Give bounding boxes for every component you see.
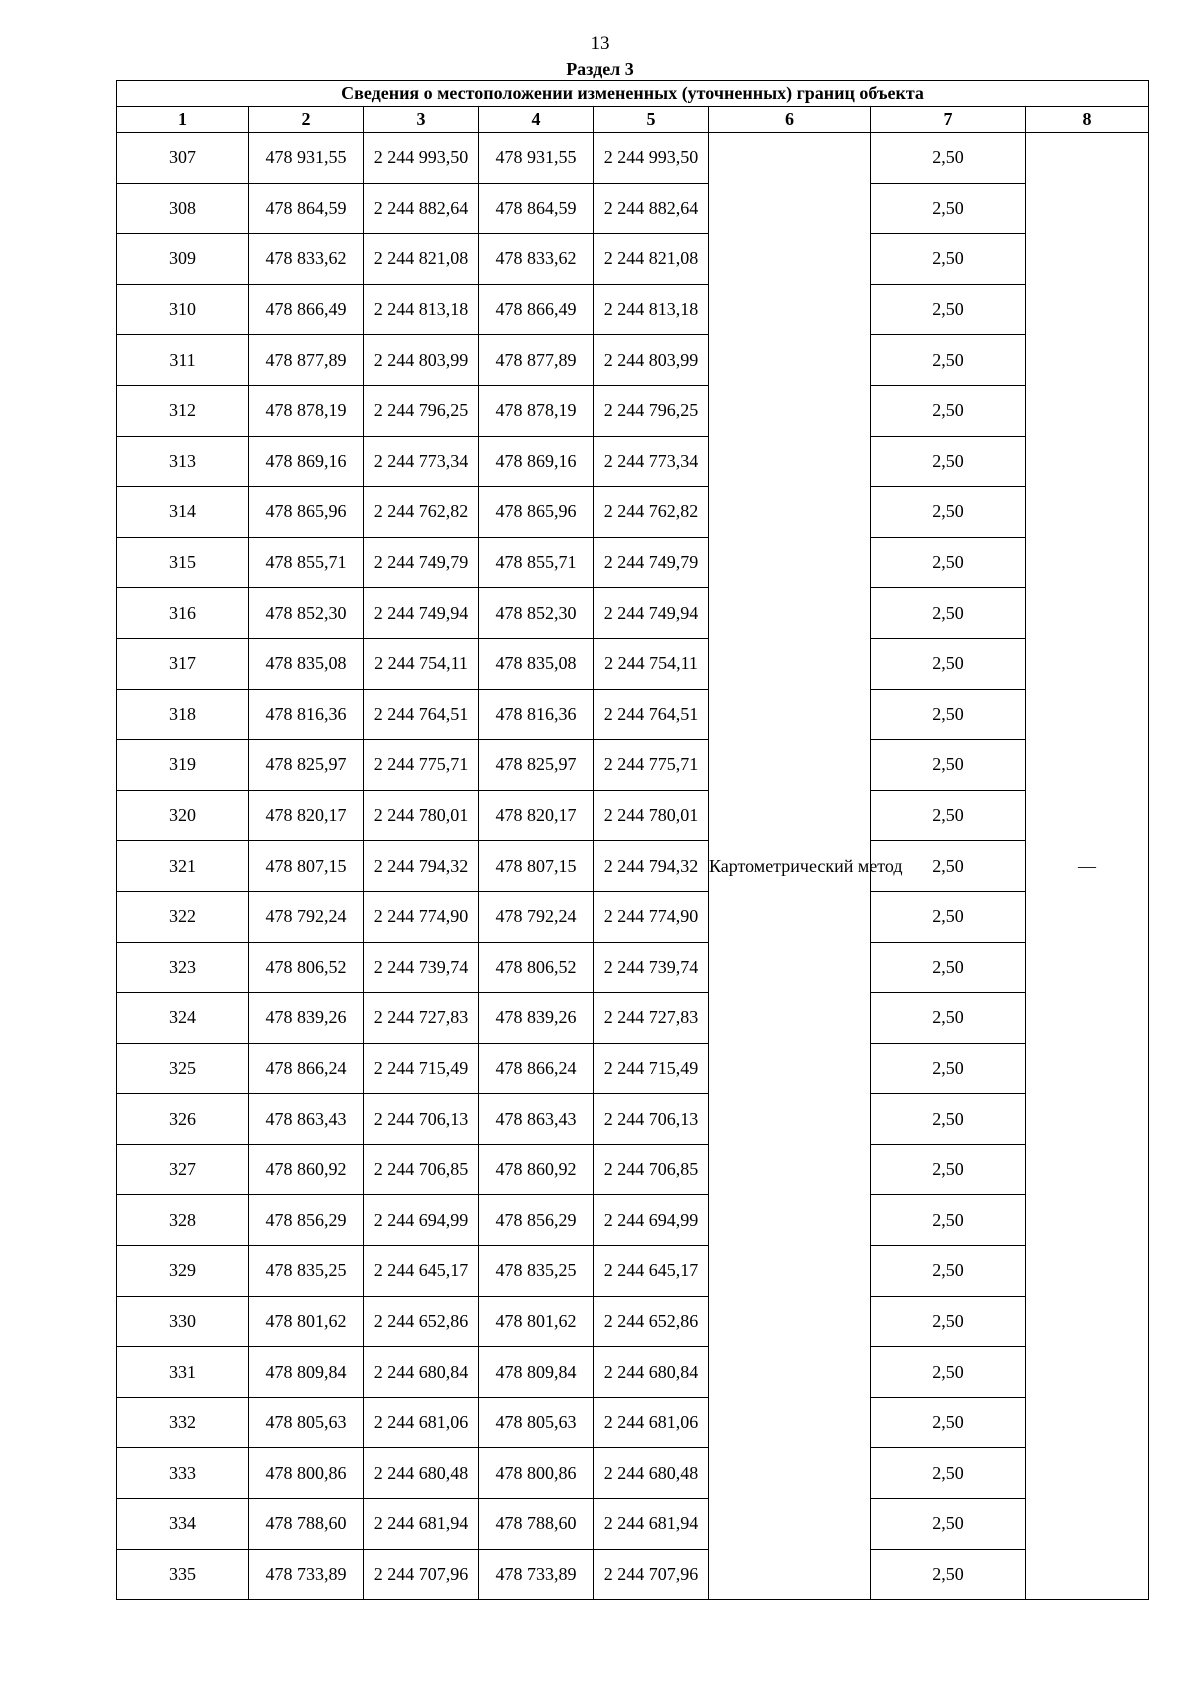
cell-x1: 478 878,19 bbox=[249, 385, 364, 436]
cell-x2: 478 866,24 bbox=[479, 1043, 594, 1094]
cell-x2: 478 733,89 bbox=[479, 1549, 594, 1600]
table-row bbox=[117, 1144, 1149, 1195]
column-number: 2 bbox=[249, 107, 364, 133]
table-caption: Сведения о местоположении измененных (уточненных) границ объекта bbox=[117, 81, 1149, 107]
cell-y2: 2 244 993,50 bbox=[594, 133, 709, 184]
cell-accuracy: 2,50 bbox=[871, 942, 1026, 993]
cell-y1: 2 244 652,86 bbox=[364, 1296, 479, 1347]
cell-accuracy: 2,50 bbox=[871, 133, 1026, 184]
cell-n: 320 bbox=[117, 790, 249, 841]
table-row bbox=[117, 385, 1149, 436]
cell-accuracy: 2,50 bbox=[871, 385, 1026, 436]
table-row bbox=[117, 1448, 1149, 1499]
cell-accuracy: 2,50 bbox=[871, 436, 1026, 487]
cell-accuracy: 2,50 bbox=[871, 841, 1026, 892]
cell-y1: 2 244 794,32 bbox=[364, 841, 479, 892]
table-row bbox=[117, 740, 1149, 791]
cell-y2: 2 244 749,79 bbox=[594, 537, 709, 588]
cell-x1: 478 877,89 bbox=[249, 335, 364, 386]
cell-y2: 2 244 780,01 bbox=[594, 790, 709, 841]
cell-y1: 2 244 813,18 bbox=[364, 284, 479, 335]
cell-y2: 2 244 803,99 bbox=[594, 335, 709, 386]
cell-x2: 478 869,16 bbox=[479, 436, 594, 487]
cell-y1: 2 244 727,83 bbox=[364, 993, 479, 1044]
cell-x2: 478 809,84 bbox=[479, 1347, 594, 1398]
table-row bbox=[117, 133, 1149, 184]
cell-accuracy: 2,50 bbox=[871, 790, 1026, 841]
cell-n: 335 bbox=[117, 1549, 249, 1600]
cell-n: 327 bbox=[117, 1144, 249, 1195]
cell-n: 311 bbox=[117, 335, 249, 386]
cell-y1: 2 244 774,90 bbox=[364, 891, 479, 942]
cell-accuracy: 2,50 bbox=[871, 1499, 1026, 1550]
cell-x1: 478 805,63 bbox=[249, 1397, 364, 1448]
cell-y1: 2 244 681,06 bbox=[364, 1397, 479, 1448]
table-row bbox=[117, 1549, 1149, 1600]
cell-accuracy: 2,50 bbox=[871, 234, 1026, 285]
cell-x2: 478 820,17 bbox=[479, 790, 594, 841]
table-row bbox=[117, 183, 1149, 234]
cell-y2: 2 244 774,90 bbox=[594, 891, 709, 942]
cell-x2: 478 864,59 bbox=[479, 183, 594, 234]
cell-y1: 2 244 749,94 bbox=[364, 588, 479, 639]
column-number: 1 bbox=[117, 107, 249, 133]
cell-accuracy: 2,50 bbox=[871, 1296, 1026, 1347]
cell-x2: 478 856,29 bbox=[479, 1195, 594, 1246]
table-row bbox=[117, 689, 1149, 740]
cell-y1: 2 244 821,08 bbox=[364, 234, 479, 285]
cell-n: 325 bbox=[117, 1043, 249, 1094]
cell-y1: 2 244 706,13 bbox=[364, 1094, 479, 1145]
section-title: Раздел 3 bbox=[566, 59, 634, 79]
cell-n: 314 bbox=[117, 487, 249, 538]
cell-n: 307 bbox=[117, 133, 249, 184]
cell-y2: 2 244 739,74 bbox=[594, 942, 709, 993]
cell-y1: 2 244 796,25 bbox=[364, 385, 479, 436]
cell-y1: 2 244 680,84 bbox=[364, 1347, 479, 1398]
cell-accuracy: 2,50 bbox=[871, 689, 1026, 740]
cell-accuracy: 2,50 bbox=[871, 1397, 1026, 1448]
cell-y2: 2 244 754,11 bbox=[594, 638, 709, 689]
cell-y1: 2 244 780,01 bbox=[364, 790, 479, 841]
cell-accuracy: 2,50 bbox=[871, 1347, 1026, 1398]
cell-x1: 478 788,60 bbox=[249, 1499, 364, 1550]
cell-n: 317 bbox=[117, 638, 249, 689]
table-row bbox=[117, 993, 1149, 1044]
cell-x1: 478 835,25 bbox=[249, 1246, 364, 1297]
table-body bbox=[117, 133, 1149, 1600]
cell-accuracy: 2,50 bbox=[871, 537, 1026, 588]
cell-y2: 2 244 680,48 bbox=[594, 1448, 709, 1499]
column-number: 6 bbox=[709, 107, 871, 133]
cell-x1: 478 839,26 bbox=[249, 993, 364, 1044]
cell-accuracy: 2,50 bbox=[871, 335, 1026, 386]
cell-x1: 478 863,43 bbox=[249, 1094, 364, 1145]
cell-n: 326 bbox=[117, 1094, 249, 1145]
cell-x1: 478 807,15 bbox=[249, 841, 364, 892]
cell-y2: 2 244 681,94 bbox=[594, 1499, 709, 1550]
cell-x2: 478 792,24 bbox=[479, 891, 594, 942]
cell-n: 313 bbox=[117, 436, 249, 487]
cell-x2: 478 816,36 bbox=[479, 689, 594, 740]
cell-y2: 2 244 645,17 bbox=[594, 1246, 709, 1297]
cell-y2: 2 244 706,85 bbox=[594, 1144, 709, 1195]
cell-accuracy: 2,50 bbox=[871, 740, 1026, 791]
cell-accuracy: 2,50 bbox=[871, 588, 1026, 639]
table-row bbox=[117, 537, 1149, 588]
cell-x2: 478 835,08 bbox=[479, 638, 594, 689]
cell-y2: 2 244 773,34 bbox=[594, 436, 709, 487]
cell-x2: 478 865,96 bbox=[479, 487, 594, 538]
cell-y2: 2 244 796,25 bbox=[594, 385, 709, 436]
cell-x2: 478 807,15 bbox=[479, 841, 594, 892]
cell-y2: 2 244 680,84 bbox=[594, 1347, 709, 1398]
cell-n: 334 bbox=[117, 1499, 249, 1550]
cell-x2: 478 806,52 bbox=[479, 942, 594, 993]
cell-y1: 2 244 764,51 bbox=[364, 689, 479, 740]
cell-n: 315 bbox=[117, 537, 249, 588]
cell-x2: 478 852,30 bbox=[479, 588, 594, 639]
cell-y1: 2 244 706,85 bbox=[364, 1144, 479, 1195]
cell-accuracy: 2,50 bbox=[871, 1195, 1026, 1246]
cell-y2: 2 244 882,64 bbox=[594, 183, 709, 234]
cell-x1: 478 931,55 bbox=[249, 133, 364, 184]
cell-x2: 478 801,62 bbox=[479, 1296, 594, 1347]
cell-n: 310 bbox=[117, 284, 249, 335]
cell-x1: 478 806,52 bbox=[249, 942, 364, 993]
cell-n: 321 bbox=[117, 841, 249, 892]
cell-x2: 478 825,97 bbox=[479, 740, 594, 791]
cell-x1: 478 866,49 bbox=[249, 284, 364, 335]
cell-x2: 478 877,89 bbox=[479, 335, 594, 386]
cell-x1: 478 860,92 bbox=[249, 1144, 364, 1195]
cell-y2: 2 244 762,82 bbox=[594, 487, 709, 538]
table-row bbox=[117, 1043, 1149, 1094]
cell-n: 323 bbox=[117, 942, 249, 993]
cell-accuracy: 2,50 bbox=[871, 1094, 1026, 1145]
column-number: 3 bbox=[364, 107, 479, 133]
table-row bbox=[117, 436, 1149, 487]
cell-y1: 2 244 645,17 bbox=[364, 1246, 479, 1297]
cell-accuracy: 2,50 bbox=[871, 487, 1026, 538]
cell-x1: 478 809,84 bbox=[249, 1347, 364, 1398]
cell-accuracy: 2,50 bbox=[871, 1448, 1026, 1499]
cell-x2: 478 805,63 bbox=[479, 1397, 594, 1448]
table-row bbox=[117, 841, 1149, 892]
table-row bbox=[117, 588, 1149, 639]
table-row bbox=[117, 638, 1149, 689]
cell-x1: 478 835,08 bbox=[249, 638, 364, 689]
cell-n: 318 bbox=[117, 689, 249, 740]
cell-accuracy: 2,50 bbox=[871, 891, 1026, 942]
cell-y1: 2 244 754,11 bbox=[364, 638, 479, 689]
cell-y1: 2 244 749,79 bbox=[364, 537, 479, 588]
boundary-coordinates-table bbox=[116, 80, 1149, 1600]
table-row bbox=[117, 790, 1149, 841]
table-row bbox=[117, 1296, 1149, 1347]
cell-n: 316 bbox=[117, 588, 249, 639]
cell-x1: 478 800,86 bbox=[249, 1448, 364, 1499]
cell-y1: 2 244 694,99 bbox=[364, 1195, 479, 1246]
cell-x2: 478 855,71 bbox=[479, 537, 594, 588]
cell-y1: 2 244 707,96 bbox=[364, 1549, 479, 1600]
cell-y2: 2 244 652,86 bbox=[594, 1296, 709, 1347]
cell-x1: 478 801,62 bbox=[249, 1296, 364, 1347]
table-row bbox=[117, 335, 1149, 386]
column-number: 8 bbox=[1026, 107, 1149, 133]
page-number: 13 bbox=[590, 33, 610, 54]
cell-x2: 478 931,55 bbox=[479, 133, 594, 184]
cell-x2: 478 878,19 bbox=[479, 385, 594, 436]
column-number: 5 bbox=[594, 107, 709, 133]
cell-n: 332 bbox=[117, 1397, 249, 1448]
cell-x1: 478 833,62 bbox=[249, 234, 364, 285]
cell-y2: 2 244 681,06 bbox=[594, 1397, 709, 1448]
note-cell: — bbox=[1026, 133, 1149, 1600]
cell-y2: 2 244 727,83 bbox=[594, 993, 709, 1044]
table-row bbox=[117, 234, 1149, 285]
cell-n: 312 bbox=[117, 385, 249, 436]
cell-y2: 2 244 706,13 bbox=[594, 1094, 709, 1145]
table-row bbox=[117, 1195, 1149, 1246]
cell-x2: 478 833,62 bbox=[479, 234, 594, 285]
cell-y1: 2 244 680,48 bbox=[364, 1448, 479, 1499]
cell-y1: 2 244 993,50 bbox=[364, 133, 479, 184]
table-row bbox=[117, 1499, 1149, 1550]
table-row bbox=[117, 284, 1149, 335]
cell-y1: 2 244 739,74 bbox=[364, 942, 479, 993]
column-number: 4 bbox=[479, 107, 594, 133]
cell-n: 319 bbox=[117, 740, 249, 791]
table-row bbox=[117, 1347, 1149, 1398]
cell-n: 324 bbox=[117, 993, 249, 1044]
cell-n: 330 bbox=[117, 1296, 249, 1347]
cell-x1: 478 866,24 bbox=[249, 1043, 364, 1094]
cell-n: 328 bbox=[117, 1195, 249, 1246]
cell-n: 308 bbox=[117, 183, 249, 234]
table-row bbox=[117, 487, 1149, 538]
cell-x1: 478 869,16 bbox=[249, 436, 364, 487]
cell-x1: 478 733,89 bbox=[249, 1549, 364, 1600]
table-row bbox=[117, 942, 1149, 993]
cell-x2: 478 860,92 bbox=[479, 1144, 594, 1195]
column-number-row bbox=[117, 107, 1149, 133]
cell-x1: 478 816,36 bbox=[249, 689, 364, 740]
column-number: 7 bbox=[871, 107, 1026, 133]
cell-accuracy: 2,50 bbox=[871, 1246, 1026, 1297]
cell-accuracy: 2,50 bbox=[871, 183, 1026, 234]
cell-accuracy: 2,50 bbox=[871, 1043, 1026, 1094]
cell-y1: 2 244 803,99 bbox=[364, 335, 479, 386]
cell-y1: 2 244 681,94 bbox=[364, 1499, 479, 1550]
cell-y2: 2 244 794,32 bbox=[594, 841, 709, 892]
cell-x2: 478 835,25 bbox=[479, 1246, 594, 1297]
cell-y2: 2 244 821,08 bbox=[594, 234, 709, 285]
cell-x2: 478 839,26 bbox=[479, 993, 594, 1044]
cell-y2: 2 244 694,99 bbox=[594, 1195, 709, 1246]
cell-x2: 478 800,86 bbox=[479, 1448, 594, 1499]
cell-n: 322 bbox=[117, 891, 249, 942]
cell-x1: 478 856,29 bbox=[249, 1195, 364, 1246]
cell-y1: 2 244 882,64 bbox=[364, 183, 479, 234]
cell-x2: 478 866,49 bbox=[479, 284, 594, 335]
cell-y2: 2 244 764,51 bbox=[594, 689, 709, 740]
cell-accuracy: 2,50 bbox=[871, 284, 1026, 335]
cell-y1: 2 244 775,71 bbox=[364, 740, 479, 791]
cell-accuracy: 2,50 bbox=[871, 1144, 1026, 1195]
cell-y1: 2 244 715,49 bbox=[364, 1043, 479, 1094]
cell-x1: 478 864,59 bbox=[249, 183, 364, 234]
table-row bbox=[117, 891, 1149, 942]
cell-y2: 2 244 707,96 bbox=[594, 1549, 709, 1600]
cell-accuracy: 2,50 bbox=[871, 993, 1026, 1044]
cell-x1: 478 855,71 bbox=[249, 537, 364, 588]
cell-y1: 2 244 762,82 bbox=[364, 487, 479, 538]
cell-x1: 478 825,97 bbox=[249, 740, 364, 791]
cell-n: 331 bbox=[117, 1347, 249, 1398]
table-row bbox=[117, 1397, 1149, 1448]
cell-y2: 2 244 749,94 bbox=[594, 588, 709, 639]
table-row bbox=[117, 1094, 1149, 1145]
table-row bbox=[117, 1246, 1149, 1297]
cell-n: 333 bbox=[117, 1448, 249, 1499]
cell-y2: 2 244 813,18 bbox=[594, 284, 709, 335]
cell-n: 329 bbox=[117, 1246, 249, 1297]
cell-y1: 2 244 773,34 bbox=[364, 436, 479, 487]
cell-x2: 478 863,43 bbox=[479, 1094, 594, 1145]
cell-x2: 478 788,60 bbox=[479, 1499, 594, 1550]
cell-x1: 478 792,24 bbox=[249, 891, 364, 942]
cell-n: 309 bbox=[117, 234, 249, 285]
cell-y2: 2 244 775,71 bbox=[594, 740, 709, 791]
cell-x1: 478 865,96 bbox=[249, 487, 364, 538]
cell-accuracy: 2,50 bbox=[871, 638, 1026, 689]
method-cell: Картометрический метод bbox=[709, 133, 871, 1600]
cell-x1: 478 852,30 bbox=[249, 588, 364, 639]
cell-x1: 478 820,17 bbox=[249, 790, 364, 841]
cell-accuracy: 2,50 bbox=[871, 1549, 1026, 1600]
cell-y2: 2 244 715,49 bbox=[594, 1043, 709, 1094]
